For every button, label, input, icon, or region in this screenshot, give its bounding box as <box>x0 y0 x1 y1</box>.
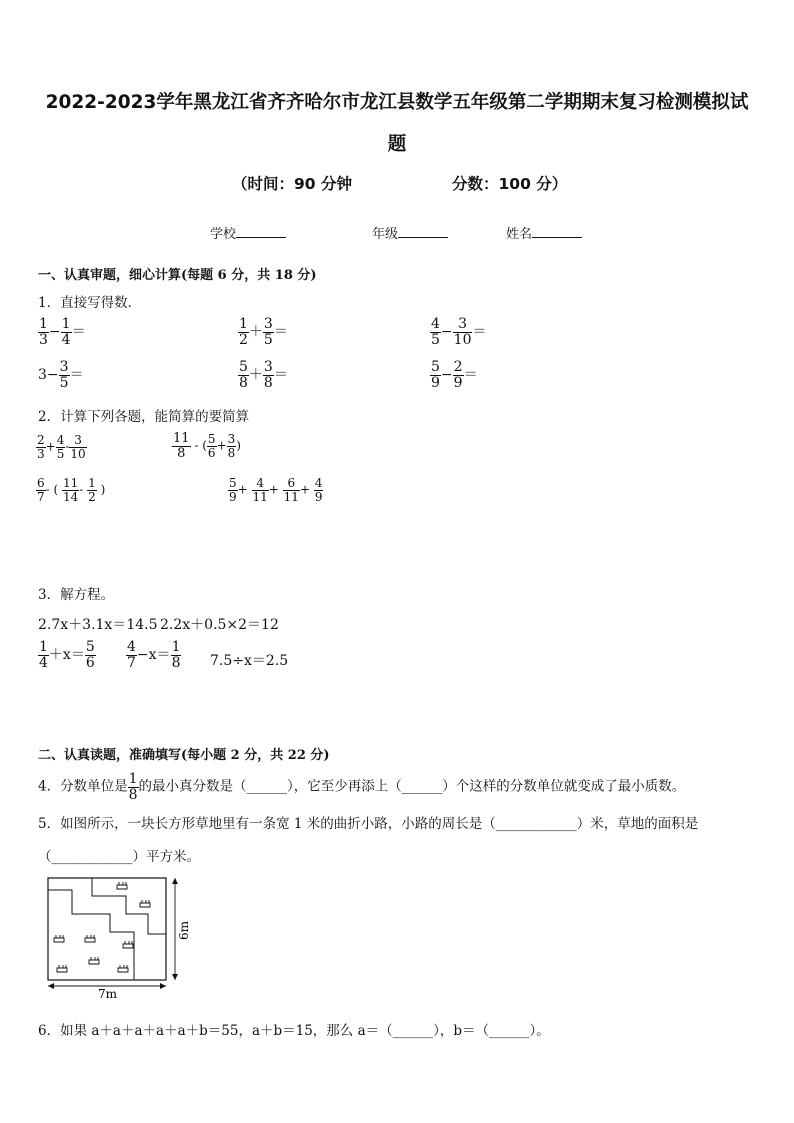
question-6: 6．如果 a＋a＋a＋a＋a＋b＝55，a＋b＝15，那么 a＝（______），b＝（______）。 <box>38 1023 550 1039</box>
grade-label: 年级 <box>372 227 399 242</box>
q1-expr-6: $\frac{5}{9}$ − $\frac{2}{9}$ ＝ <box>431 359 478 391</box>
name-field[interactable] <box>506 223 582 242</box>
q3-equation-4: $\frac{4}{7}$ −x＝ $\frac{1}{8}$ <box>127 639 181 671</box>
question-1-label: 1．直接写得数． <box>38 295 142 311</box>
q2-expr-4: $\frac{5}{9}$ + $\frac{4}{11}$ + $\frac{6}{11}$ + $\frac{4}{9}$ <box>229 476 323 504</box>
q2-expr-1: $\frac{2}{3}$ + $\frac{4}{5}$ - $\frac{3}{10}$ <box>37 433 86 461</box>
time-label: （时间：90 分钟 <box>232 175 352 193</box>
q1-expr-4: 3− $\frac{3}{5}$ ＝ <box>38 359 84 391</box>
q2-expr-2: $\frac{11}{8}$ - ( $\frac{5}{6}$ + $\frac{3}{8}$ ) <box>173 431 241 461</box>
fig-height-label: 6m <box>177 920 191 940</box>
q3-equation-3: $\frac{1}{4}$ ＋x＝ $\frac{5}{6}$ <box>39 639 95 671</box>
fig-width-label: 7m <box>98 987 118 1001</box>
q1-expr-5: $\frac{5}{8}$ ＋ $\frac{3}{8}$ ＝ <box>239 359 288 391</box>
page-title-continued: 题 <box>387 134 407 155</box>
q4-text-a: 4．分数单位是 <box>38 778 128 795</box>
score-label: 分数：100 分） <box>452 175 568 193</box>
q3-equation-1: 2.7x＋3.1x＝14.5 <box>38 617 158 633</box>
question-4: 4．分数单位是 $\frac{1}{8}$ 的最小真分数是（______），它至少再添上（______）个这样的分数单位就变成了最小质数。 <box>38 771 686 803</box>
page-title: 2022-2023学年黑龙江省齐齐哈尔市龙江县数学五年级第二学期期末复习检测模拟试 <box>45 92 749 113</box>
q1-expr-3: $\frac{4}{5}$ − $\frac{3}{10}$ ＝ <box>431 316 487 348</box>
question-5-line-1: 5．如图所示，一块长方形草地里有一条宽 1 米的曲折小路，小路的周长是（____________）米，草地的面积是 <box>38 816 699 832</box>
section1-heading: 一、认真审题，细心计算(每题 6 分，共 18 分) <box>38 268 317 283</box>
question-5-line-2: （____________）平方米。 <box>38 849 200 865</box>
q1-expr-2: $\frac{1}{2}$ ＋ $\frac{3}{5}$ ＝ <box>239 316 288 348</box>
q3-equation-2: 2.2x＋0.5×2＝12 <box>160 617 279 633</box>
question-3-label: 3．解方程。 <box>38 587 115 603</box>
section2-heading: 二、认真读题，准确填写(每小题 2 分，共 22 分) <box>38 748 330 763</box>
q3-equation-5: 7.5÷x＝2.5 <box>210 653 289 669</box>
grade-field[interactable] <box>372 223 448 242</box>
question-2-label: 2．计算下列各题，能简算的要简算 <box>38 409 250 425</box>
school-field[interactable] <box>210 223 286 242</box>
q4-text-b: 的最小真分数是（______），它至少再添上（______）个这样的分数单位就变成了最小质数。 <box>138 778 686 795</box>
q2-expr-3: $\frac{6}{7}$ - ( $\frac{11}{14}$ - $\frac{1}{2}$ ) <box>37 476 106 504</box>
school-label: 学校 <box>210 227 237 242</box>
name-label: 姓名 <box>506 227 533 242</box>
lawn-path-figure <box>38 872 198 1002</box>
q1-expr-1: $\frac{1}{3}$ − $\frac{1}{4}$ ＝ <box>39 316 86 348</box>
